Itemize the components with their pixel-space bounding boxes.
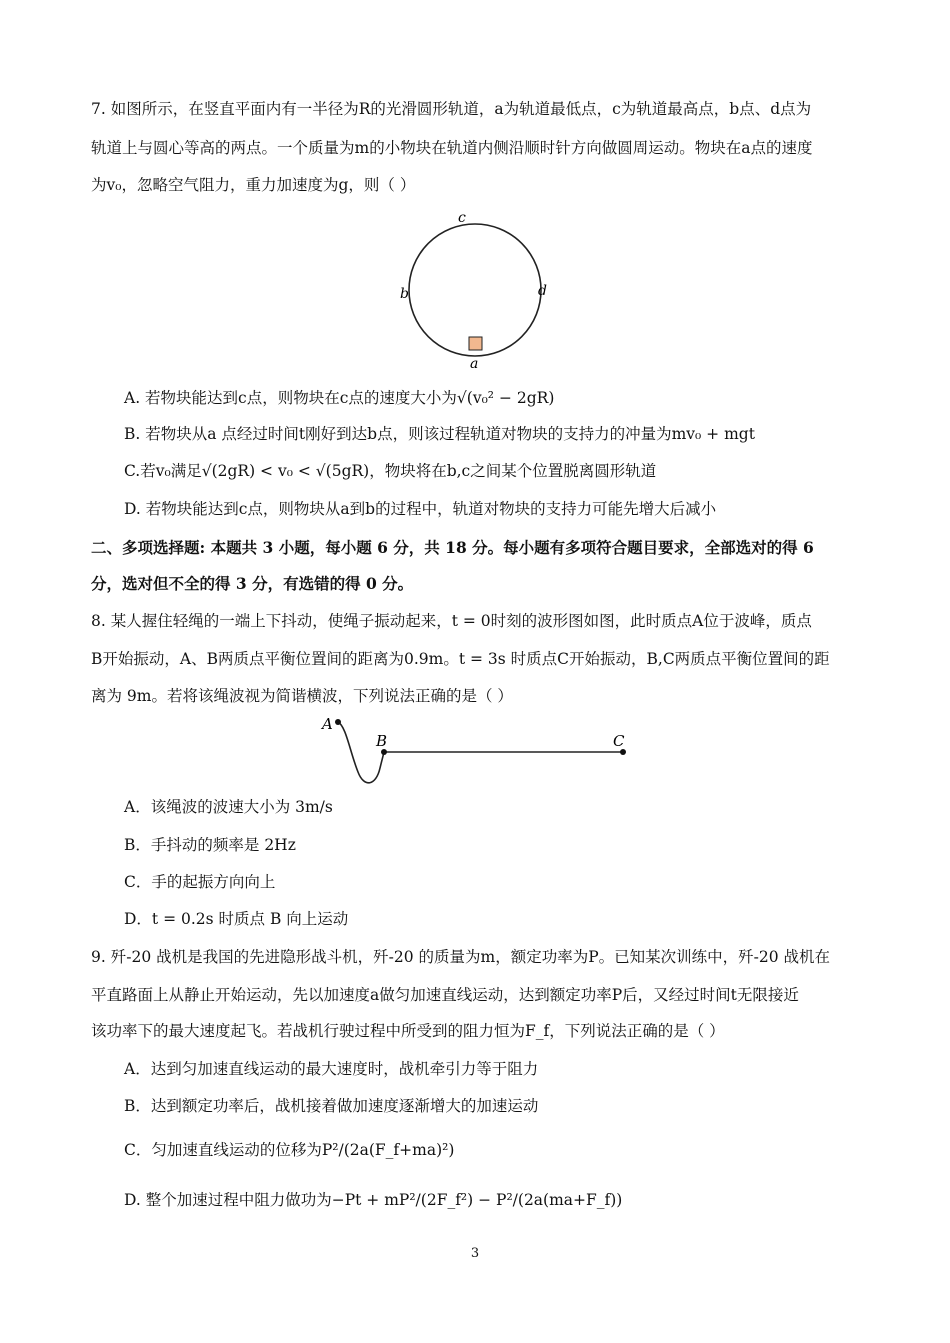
q9-option-d: D. 整个加速过程中阻力做功为−Pt + mP²/(2F_f²) − P²/(2a(ma+F_f))	[124, 1191, 623, 1209]
q7-line-2: 轨道上与圆心等高的两点。一个质量为m的小物块在轨道内侧沿顺时针方向做圆周运动。物块在a点的速度	[91, 139, 813, 157]
q9-line-2: 平直路面上从静止开始运动，先以加速度a做匀加速直线运动，达到额定功率P后，又经过时间t无限接近	[91, 986, 799, 1004]
q8-option-d: D．t = 0.2s 时质点 B 向上运动	[124, 910, 349, 928]
point-a	[335, 719, 341, 725]
q8-option-a: A．该绳波的波速大小为 3m/s	[124, 798, 333, 816]
q8-option-b: B．手抖动的频率是 2Hz	[124, 836, 296, 854]
q8-line-2: B开始振动，A、B两质点平衡位置间的距离为0.9m。t = 3s 时质点C开始振动，B,C两质点平衡位置间的距	[91, 650, 830, 668]
page-number: 3	[470, 1246, 480, 1261]
q7-option-b: B. 若物块从a 点经过时间t刚好到达b点，则该过程轨道对物块的支持力的冲量为mv₀ + mgt	[124, 425, 755, 443]
q8-option-c: C．手的起振方向向上	[124, 873, 276, 891]
label-point-a: A	[322, 715, 333, 733]
q7-option-d: D. 若物块能达到c点，则物块从a到b的过程中，轨道对物块的支持力可能先增大后减小	[124, 500, 717, 518]
q9-line-3: 该功率下的最大速度起飞。若战机行驶过程中所受到的阻力恒为F_f，下列说法正确的是（ ）	[91, 1022, 725, 1040]
label-c: c	[458, 210, 466, 226]
label-a: a	[470, 356, 479, 372]
q9-option-a: A．达到匀加速直线运动的最大速度时，战机牵引力等于阻力	[124, 1060, 539, 1078]
label-d: d	[538, 283, 547, 299]
circular-track	[409, 224, 541, 356]
q7-line-1: 7. 如图所示，在竖直平面内有一半径为R的光滑圆形轨道，a为轨道最低点，c为轨道最高点，b点、d点为	[91, 100, 812, 118]
rope-wave-figure	[318, 712, 638, 792]
label-b: b	[400, 286, 409, 302]
q7-line-3: 为v₀，忽略空气阻力，重力加速度为g，则（ ）	[91, 176, 416, 194]
circular-track-figure	[395, 208, 560, 373]
section2-heading-line-2: 分，选对但不全的得 3 分，有选错的得 0 分。	[91, 574, 414, 593]
q7-option-a: A. 若物块能达到c点，则物块在c点的速度大小为√(v₀² − 2gR)	[124, 389, 555, 407]
label-point-c: C	[613, 732, 625, 750]
q9-option-c: C．匀加速直线运动的位移为P²/(2a(F_f+ma)²)	[124, 1141, 455, 1159]
q8-line-1: 8. 某人握住轻绳的一端上下抖动，使绳子振动起来，t = 0时刻的波形图如图，此时质点A位于波峰，质点	[91, 612, 812, 630]
q9-option-b: B．达到额定功率后，战机接着做加速度逐渐增大的加速运动	[124, 1097, 539, 1115]
section2-heading-line-1: 二、多项选择题: 本题共 3 小题，每小题 6 分，共 18 分。每小题有多项符合题目要求，全部选对的得 6	[91, 538, 814, 557]
small-block	[469, 337, 482, 350]
q8-line-3: 离为 9m。若将该绳波视为简谐横波，下列说法正确的是（ ）	[91, 687, 513, 705]
label-point-b: B	[376, 732, 388, 750]
q7-option-c: C.若v₀满足√(2gR) < v₀ < √(5gR)，物块将在b,c之间某个位置脱离圆形轨道	[124, 462, 657, 480]
q9-line-1: 9. 歼-20 战机是我国的先进隐形战斗机，歼-20 的质量为m，额定功率为P。已知某次训练中，歼-20 战机在	[91, 948, 831, 966]
